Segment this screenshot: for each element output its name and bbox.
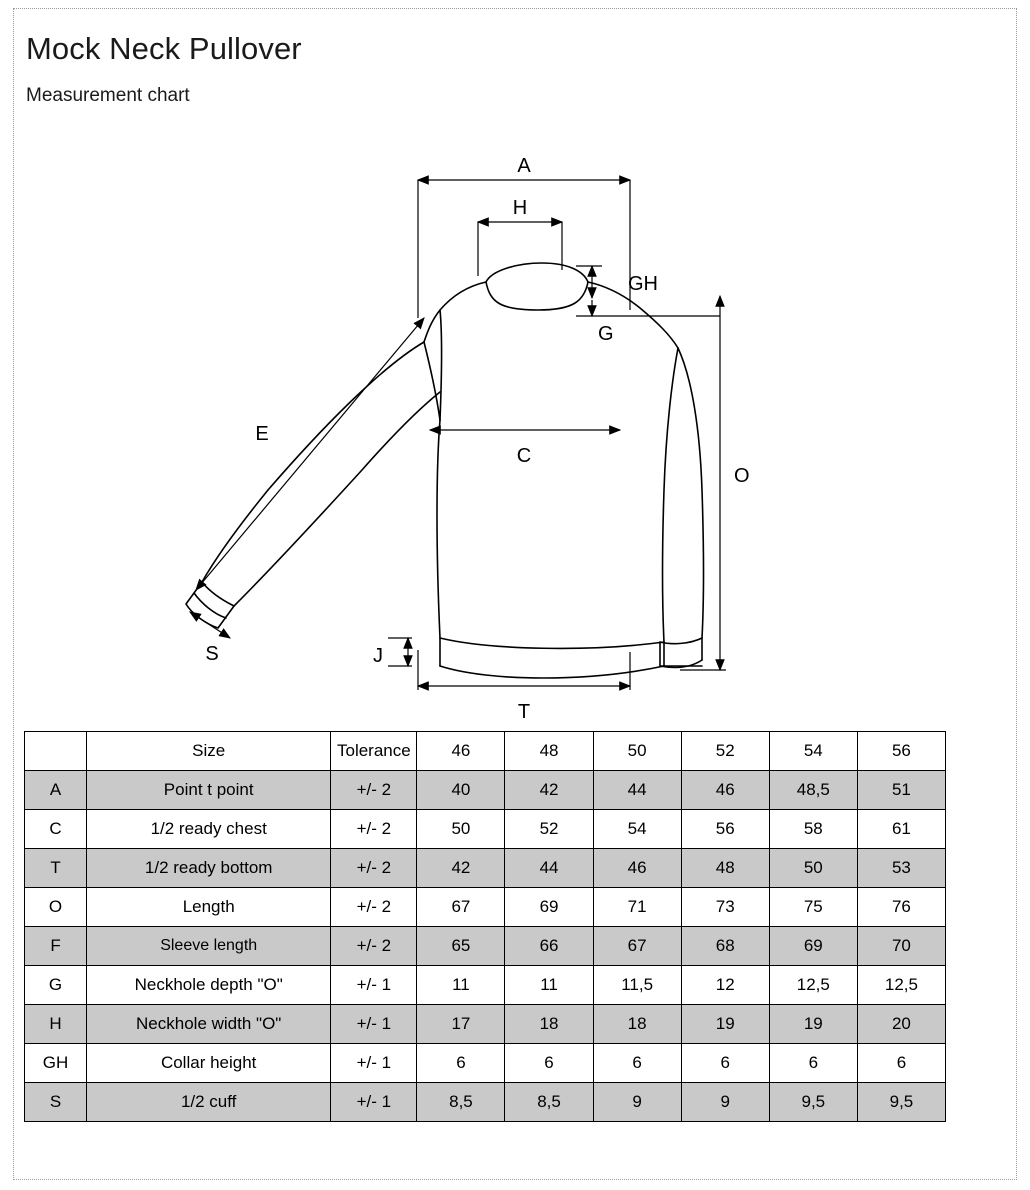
table-row [25,1005,946,1044]
row-value-52: 46 [681,771,769,810]
table-row [25,1083,946,1122]
row-value-50: 46 [593,849,681,888]
row-value-54: 9,5 [769,1083,857,1122]
page-title: Mock Neck Pullover [26,31,302,66]
header-size-54: 54 [769,732,857,771]
row-value-48: 18 [505,1005,593,1044]
row-value-46: 65 [417,927,505,966]
row-name: Neckhole depth "O" [87,966,331,1005]
header-size-46: 46 [417,732,505,771]
row-value-56: 12,5 [857,966,945,1005]
row-name: Neckhole width "O" [87,1005,331,1044]
header-size-48: 48 [505,732,593,771]
row-code: F [25,927,87,966]
row-value-50: 67 [593,927,681,966]
row-value-50: 6 [593,1044,681,1083]
row-tolerance: +/- 2 [331,810,417,849]
header-tolerance: Tolerance [331,732,417,771]
dim-label-j: J [373,645,383,667]
row-value-52: 6 [681,1044,769,1083]
dim-label-c: C [516,445,532,467]
row-value-50: 18 [593,1005,681,1044]
row-value-54: 48,5 [769,771,857,810]
row-tolerance: +/- 1 [331,1083,417,1122]
garment-technical-drawing [20,130,1010,730]
row-code: O [25,888,87,927]
row-value-46: 40 [417,771,505,810]
row-value-56: 61 [857,810,945,849]
dim-label-s: S [205,643,219,665]
header-size: Size [87,732,331,771]
row-code: G [25,966,87,1005]
row-code: S [25,1083,87,1122]
row-value-52: 56 [681,810,769,849]
row-value-52: 19 [681,1005,769,1044]
table-row [25,849,946,888]
row-value-56: 9,5 [857,1083,945,1122]
row-tolerance: +/- 2 [331,888,417,927]
row-value-56: 51 [857,771,945,810]
row-value-56: 53 [857,849,945,888]
row-value-48: 6 [505,1044,593,1083]
row-name: Point t point [87,771,331,810]
header-size-50: 50 [593,732,681,771]
row-value-54: 19 [769,1005,857,1044]
row-name: 1/2 ready bottom [87,849,331,888]
row-value-46: 17 [417,1005,505,1044]
dim-label-t: T [517,701,531,723]
row-value-54: 69 [769,927,857,966]
row-value-52: 9 [681,1083,769,1122]
dim-label-e: E [255,423,269,445]
row-value-48: 8,5 [505,1083,593,1122]
row-value-48: 44 [505,849,593,888]
dim-label-gh: GH [628,273,658,295]
row-value-50: 44 [593,771,681,810]
row-code: H [25,1005,87,1044]
table-row [25,888,946,927]
row-tolerance: +/- 1 [331,1005,417,1044]
row-value-54: 50 [769,849,857,888]
header-code [25,732,87,771]
row-value-50: 71 [593,888,681,927]
dim-label-h: H [512,197,528,219]
row-name: Length [87,888,331,927]
page-subtitle: Measurement chart [26,85,190,106]
row-tolerance: +/- 2 [331,927,417,966]
row-value-46: 67 [417,888,505,927]
row-code: T [25,849,87,888]
row-value-48: 69 [505,888,593,927]
header-size-52: 52 [681,732,769,771]
dim-label-g: G [598,323,614,345]
row-value-52: 48 [681,849,769,888]
row-value-50: 9 [593,1083,681,1122]
row-value-54: 6 [769,1044,857,1083]
table-row [25,771,946,810]
row-value-54: 58 [769,810,857,849]
row-value-56: 20 [857,1005,945,1044]
row-value-52: 12 [681,966,769,1005]
row-value-46: 11 [417,966,505,1005]
row-value-48: 52 [505,810,593,849]
row-name: 1/2 cuff [87,1083,331,1122]
row-code: A [25,771,87,810]
measurement-table [24,731,946,1122]
row-value-56: 70 [857,927,945,966]
table-row [25,927,946,966]
row-value-56: 76 [857,888,945,927]
table-row [25,966,946,1005]
row-value-50: 54 [593,810,681,849]
dim-label-o: O [734,465,750,487]
row-value-48: 11 [505,966,593,1005]
row-tolerance: +/- 2 [331,849,417,888]
row-value-52: 68 [681,927,769,966]
row-value-46: 8,5 [417,1083,505,1122]
row-name: Sleeve length [87,927,331,966]
row-value-52: 73 [681,888,769,927]
row-name: Collar height [87,1044,331,1083]
table-row [25,810,946,849]
row-tolerance: +/- 2 [331,771,417,810]
row-tolerance: +/- 1 [331,966,417,1005]
table-row [25,1044,946,1083]
row-value-54: 12,5 [769,966,857,1005]
row-value-54: 75 [769,888,857,927]
dim-label-a: A [517,155,531,177]
row-value-46: 50 [417,810,505,849]
table-header-row [25,732,946,771]
measurement-table-wrapper [24,731,946,1122]
header-size-56: 56 [857,732,945,771]
row-tolerance: +/- 1 [331,1044,417,1083]
row-value-48: 42 [505,771,593,810]
row-code: C [25,810,87,849]
row-value-56: 6 [857,1044,945,1083]
row-value-46: 6 [417,1044,505,1083]
row-value-50: 11,5 [593,966,681,1005]
row-value-46: 42 [417,849,505,888]
row-value-48: 66 [505,927,593,966]
row-name: 1/2 ready chest [87,810,331,849]
row-code: GH [25,1044,87,1083]
